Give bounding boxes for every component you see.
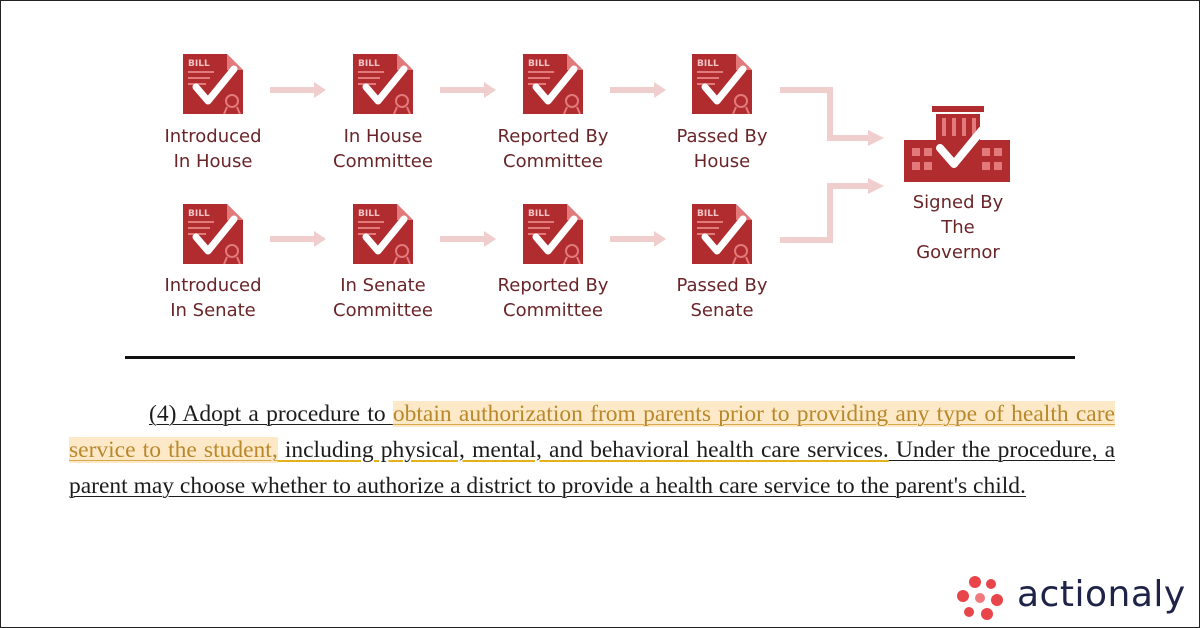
- svg-text:BILL: BILL: [697, 59, 719, 69]
- stage-label-reported-by-committee-house: Reported By Committee: [497, 126, 609, 172]
- stage-label-passed-by-house: Passed By House: [676, 126, 768, 172]
- capitol-building-icon: [902, 104, 1012, 184]
- svg-text:BILL: BILL: [358, 59, 380, 69]
- bill-icon: [183, 54, 243, 114]
- merge-connector-icon: [778, 80, 888, 250]
- stage-label-in-house-committee: In House Committee: [333, 126, 433, 172]
- svg-text:BILL: BILL: [528, 209, 550, 219]
- statute-clause: [69, 396, 1115, 504]
- clause-rest: Under the procedure, a parent may choose whether to authorize a district to provide a health care service to the parent's child.: [69, 437, 1116, 499]
- actionaly-flower-icon: [955, 574, 1007, 622]
- clause-after-highlight: including physical, mental, and behavioral health care services.: [277, 437, 889, 463]
- bill-icon: [353, 204, 413, 264]
- svg-text:BILL: BILL: [697, 209, 719, 219]
- stage-label-in-senate-committee: In Senate Committee: [333, 275, 433, 321]
- clause-lead: (4) Adopt a procedure to: [149, 401, 393, 427]
- bill-icon: [183, 204, 243, 264]
- stage-label-passed-by-senate: Passed By Senate: [676, 275, 768, 321]
- arrow-right-icon: [270, 80, 326, 100]
- stage-label-introduced-in-house: Introduced In House: [164, 126, 262, 172]
- arrow-right-icon: [440, 229, 496, 249]
- svg-text:BILL: BILL: [358, 209, 380, 219]
- section-divider: [125, 356, 1075, 359]
- stage-label-introduced-in-senate: Introduced In Senate: [164, 275, 262, 321]
- svg-text:BILL: BILL: [188, 59, 210, 69]
- bill-icon: [523, 54, 583, 114]
- stage-label-reported-by-committee-senate: Reported By Committee: [497, 275, 609, 321]
- arrow-right-icon: [270, 229, 326, 249]
- bill-icon: [692, 204, 752, 264]
- arrow-right-icon: [440, 80, 496, 100]
- svg-text:BILL: BILL: [188, 209, 210, 219]
- bill-icon: [353, 54, 413, 114]
- bill-icon: [523, 204, 583, 264]
- brand-name: actionaly: [1017, 574, 1186, 615]
- actionaly-logo: [955, 572, 1195, 622]
- bill-icon: [692, 54, 752, 114]
- stage-label-signed-by-governor: Signed By The Governor: [912, 192, 1004, 263]
- arrow-right-icon: [610, 80, 666, 100]
- clause-highlight: obtain authorization from parents prior to providing any type of health care service to the student,: [69, 401, 1115, 463]
- svg-text:BILL: BILL: [528, 59, 550, 69]
- arrow-right-icon: [610, 229, 666, 249]
